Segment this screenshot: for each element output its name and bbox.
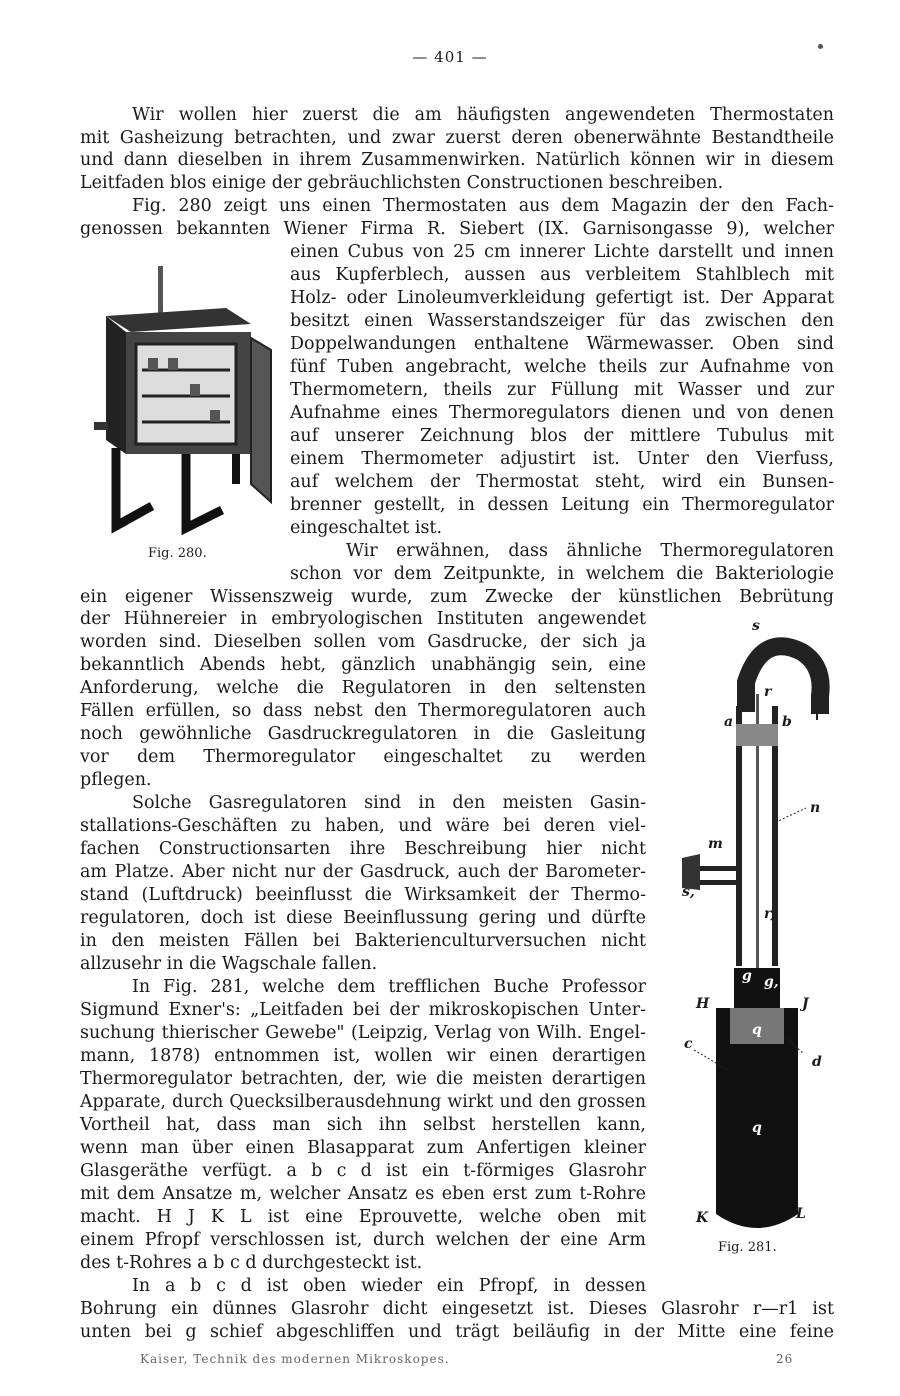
text-line: Wir erwähnen, dass ähnliche Thermoregulatoren — [346, 541, 834, 561]
text-line: und dann dieselben in ihrem Zusammenwirken. Natürlich können wir in diesem — [80, 150, 834, 170]
text-line: auf welchem der Thermostat steht, wird ein Bunsen- — [290, 472, 834, 492]
fig281-label-L: L — [796, 1206, 806, 1222]
text-line: Holz- oder Linoleumverkleidung gefertigt ist. Der Apparat — [290, 288, 834, 308]
footer-left: Kaiser, Technik des modernen Mikroskopes. — [140, 1352, 450, 1366]
text-line: worden sind. Dieselben sollen vom Gasdrucke, der sich ja — [80, 632, 646, 652]
text-line: besitzt einen Wasserstandszeiger für das zwischen den — [290, 311, 834, 331]
fig281-label-H: H — [696, 996, 710, 1012]
text-line: stand (Luftdruck) beeinflusst die Wirksamkeit der Thermo- — [80, 885, 646, 905]
text-line: Vortheil hat, dass man sich ihn selbst herstellen kann, — [80, 1115, 646, 1135]
fig281-label-m: m — [708, 836, 723, 852]
text-line: ein eigener Wissenszweig wurde, zum Zwecke der künstlichen Bebrütung — [80, 587, 834, 607]
fig281-label-J: J — [802, 996, 809, 1012]
fig281-label-q-lower: q — [752, 1120, 762, 1136]
text-line: Fällen erfüllen, so dass nebst den Thermoregulatoren auch — [80, 701, 646, 721]
fig281-label-d: d — [812, 1054, 822, 1070]
fig281-label-n: n — [810, 800, 821, 816]
text-line: genossen bekannten Wiener Firma R. Siebert (IX. Garnisongasse 9), welcher — [80, 219, 834, 239]
text-line: Apparate, durch Quecksilberausdehnung wirkt und den grossen — [80, 1092, 646, 1112]
text-line: Aufnahme eines Thermoregulators dienen und von denen — [290, 403, 834, 423]
text-line: Solche Gasregulatoren sind in den meisten Gasin- — [132, 793, 646, 813]
text-line: Thermometern, theils zur Füllung mit Wasser und zur — [290, 380, 834, 400]
text-line: schon vor dem Zeitpunkte, in welchem die Bakteriologie — [290, 564, 834, 584]
text-line: am Platze. Aber nicht nur der Gasdruck, auch der Barometer- — [80, 862, 646, 882]
fig281-label-s1: s, — [682, 884, 695, 900]
text-line: macht. H J K L ist eine Eprouvette, welche oben mit — [80, 1207, 646, 1227]
text-line: suchung thierischer Gewebe" (Leipzig, Verlag von Wilh. Engel- — [80, 1023, 646, 1043]
figure-280 — [86, 258, 276, 548]
text-line: vor dem Thermoregulator eingeschaltet zu werden — [80, 747, 646, 767]
text-line: brenner gestellt, in dessen Leitung ein Thermoregulator — [290, 495, 834, 515]
text-line: mann, 1878) entnommen ist, wollen wir einen derartigen — [80, 1046, 646, 1066]
text-line: aus Kupferblech, aussen aus verbleitem Stahlblech mit — [290, 265, 834, 285]
text-line: In a b c d ist oben wieder ein Pfropf, in dessen — [132, 1276, 646, 1296]
fig281-label-s: s — [752, 618, 760, 634]
text-line: Sigmund Exner's: „Leitfaden bei der mikroskopischen Unter- — [80, 1000, 646, 1020]
text-line: Wir wollen hier zuerst die am häufigsten angewendeten Thermostaten — [132, 105, 834, 125]
speck-dot — [818, 44, 823, 49]
text-line: mit dem Ansatze m, welcher Ansatz es eben erst zum t-Rohre — [80, 1184, 646, 1204]
text-line: in den meisten Fällen bei Bakterienculturversuchen nicht — [80, 931, 646, 951]
text-line: fachen Constructionsarten ihre Beschreibung hier nicht — [80, 839, 646, 859]
text-line: noch gewöhnliche Gasdruckregulatoren in die Gasleitung — [80, 724, 646, 744]
footer-right: 26 — [776, 1352, 794, 1366]
text-line: regulatoren, doch ist diese Beeinflussung gering und dürfte — [80, 908, 646, 928]
text-line: wenn man über einen Blasapparat zum Anfertigen kleiner — [80, 1138, 646, 1158]
fig281-label-c: c — [684, 1036, 693, 1052]
text-line: bekanntlich Abends hebt, gänzlich unabhängig sein, eine — [80, 655, 646, 675]
fig281-label-r: r — [764, 684, 772, 700]
text-line: fünf Tuben angebracht, welche theils zur Aufnahme von — [290, 357, 834, 377]
text-line: Bohrung ein dünnes Glasrohr dicht eingesetzt ist. Dieses Glasrohr r—r1 ist — [80, 1299, 834, 1319]
text-line: mit Gasheizung betrachten, und zwar zuerst deren obenerwähnte Bestandtheile — [80, 128, 834, 148]
text-line: auf unserer Zeichnung blos der mittlere Tubulus mit — [290, 426, 834, 446]
text-line: einem Pfropf verschlossen ist, durch welchen der eine Arm — [80, 1230, 646, 1250]
text-line: allzusehr in die Wagschale fallen. — [80, 954, 378, 974]
fig281-label-g: g — [742, 968, 752, 984]
fig-281-caption: Fig. 281. — [718, 1240, 777, 1255]
text-line: pflegen. — [80, 770, 152, 790]
fig281-label-q-upper: q — [752, 1022, 762, 1038]
text-line: Fig. 280 zeigt uns einen Thermostaten aus dem Magazin der den Fach- — [132, 196, 834, 216]
text-line: Anforderung, welche die Regulatoren in den seltensten — [80, 678, 646, 698]
text-line: einem Thermometer adjustirt ist. Unter den Vierfuss, — [290, 449, 834, 469]
text-line: eingeschaltet ist. — [290, 518, 443, 538]
text-line: Thermoregulator betrachten, der, wie die meisten derartigen — [80, 1069, 646, 1089]
fig-280-caption: Fig. 280. — [148, 546, 207, 561]
page-number: — 401 — — [412, 48, 488, 66]
fig281-label-r1: r, — [764, 906, 776, 922]
text-line: des t-Rohres a b c d durchgesteckt ist. — [80, 1253, 423, 1273]
text-line: Doppelwandungen enthaltene Wärmewasser. Oben sind — [290, 334, 834, 354]
fig281-label-b: b — [782, 714, 792, 730]
text-line: einen Cubus von 25 cm innerer Lichte darstellt und innen — [290, 242, 834, 262]
fig281-label-a: a — [724, 714, 734, 730]
text-line: Leitfaden blos einige der gebräuchlichsten Constructionen beschreiben. — [80, 173, 724, 193]
thermoregulator-diagram — [672, 618, 842, 1246]
text-line: In Fig. 281, welche dem trefflichen Buche Professor — [132, 977, 646, 997]
text-line: der Hühnereier in embryologischen Instituten angewendet — [80, 609, 646, 629]
text-line: Glasgeräthe verfügt. a b c d ist ein t-förmiges Glasrohr — [80, 1161, 646, 1181]
thermostat-illustration — [86, 258, 276, 548]
fig281-label-K: K — [696, 1210, 709, 1226]
text-line: unten bei g schief abgeschliffen und trägt beiläufig in der Mitte eine feine — [80, 1322, 834, 1342]
figure-281 — [672, 618, 842, 1246]
fig281-label-g1: g, — [764, 974, 779, 990]
text-line: stallations-Geschäften zu haben, und wäre bei deren viel- — [80, 816, 646, 836]
